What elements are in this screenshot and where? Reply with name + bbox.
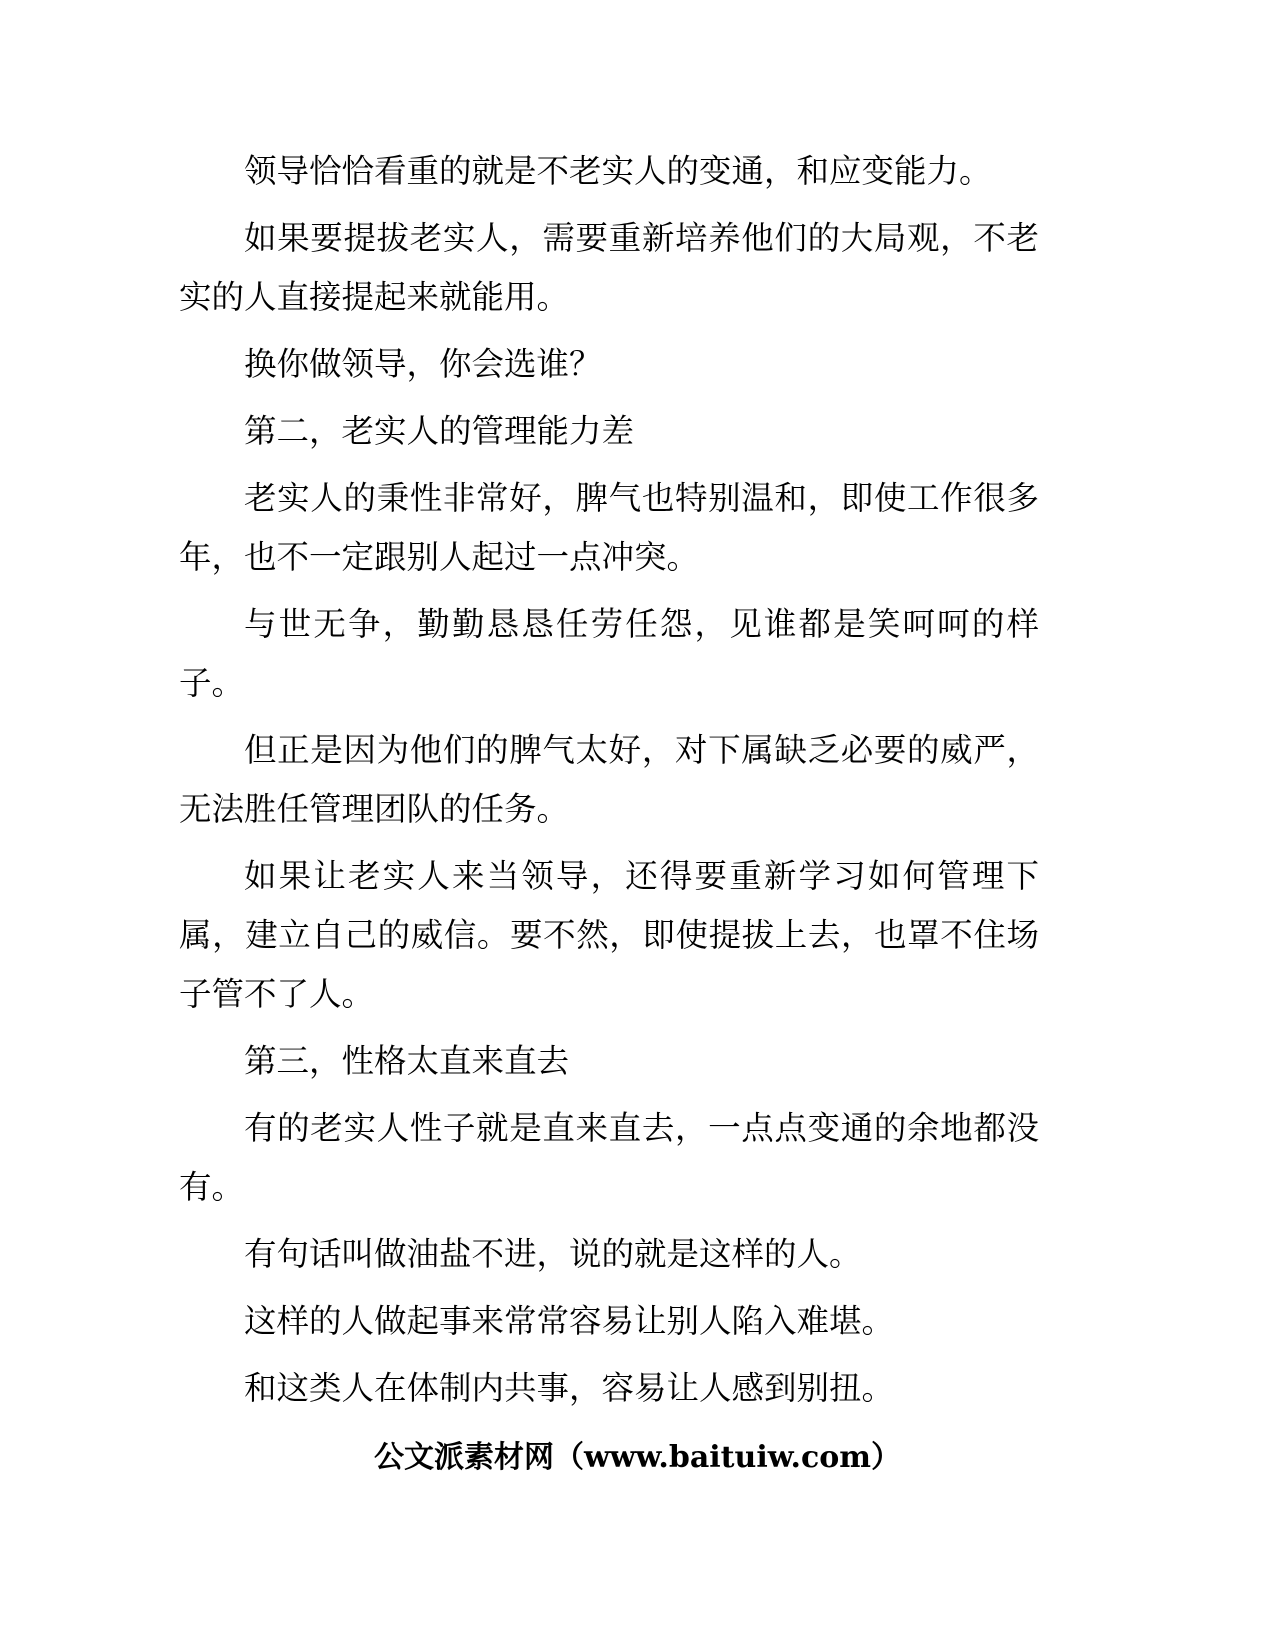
page-footer: 公文派素材网（www.baituiw.com） (373, 1440, 902, 1475)
paragraph: 但正是因为他们的脾气太好，对下属缺乏必要的威严，无法胜任管理团队的任务。 (179, 731, 1039, 828)
paragraph: 领导恰恰看重的就是不老实人的变通，和应变能力。 (244, 152, 992, 190)
paragraph: 这样的人做起事来常常容易让别人陷入难堪。 (244, 1302, 895, 1340)
paragraph: 如果要提拔老实人，需要重新培养他们的大局观，不老实的人直接提起来就能用。 (179, 219, 1039, 316)
paragraph: 和这类人在体制内共事，容易让人感到别扭。 (244, 1369, 895, 1407)
paragraph: 有的老实人性子就是直来直去，一点点变通的余地都没有。 (179, 1109, 1039, 1206)
paragraph: 有句话叫做油盐不进，说的就是这样的人。 (244, 1235, 862, 1273)
paragraph: 换你做领导，你会选谁？ (244, 345, 602, 383)
paragraph: 与世无争，勤勤恳恳任劳任怨，见谁都是笑呵呵的样子。 (179, 605, 1039, 702)
section-heading: 第三，性格太直来直去 (244, 1042, 570, 1080)
document-body (179, 142, 1039, 1426)
paragraph: 老实人的秉性非常好，脾气也特别温和，即使工作很多年，也不一定跟别人起过一点冲突。 (179, 479, 1039, 576)
section-heading: 第二，老实人的管理能力差 (244, 412, 635, 450)
paragraph: 如果让老实人来当领导，还得要重新学习如何管理下属，建立自己的威信。要不然，即使提拔上去，也罩不住场子管不了人。 (179, 857, 1039, 1013)
